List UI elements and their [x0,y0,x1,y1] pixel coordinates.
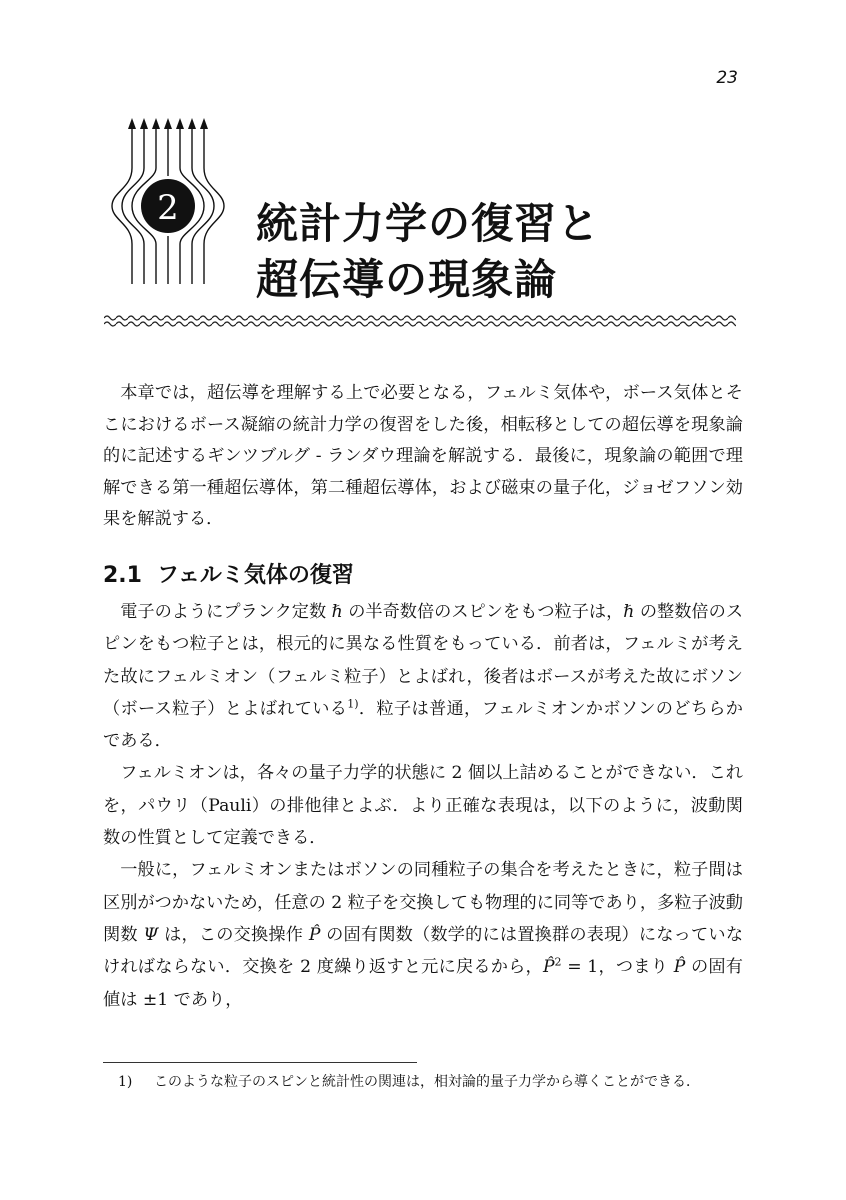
footnote-divider [103,1062,417,1063]
paragraph-3: 一般に，フェルミオンまたはボソンの同種粒子の集合を考えたときに，粒子間は区別がつかないため，任意の 2 粒子を交換しても物理的に同等であり，多粒子波動関数 Ψ は，この交換操作 P̂ の固有関数（数学的には置換群の表現）になっていなければならない．交換を 2 度繰り返すと元に戻るから，P̂$^2$ = 1，つまり P̂ の固有値は ±1 であり， [103,860,744,1010]
flux-lines-icon [108,112,232,288]
psi-symbol: Ψ [143,924,159,945]
footnote-mark: 1) [118,1074,133,1090]
chapter-title-line-1: 統計力学の復習と [256,199,601,248]
hbar-symbol: ℏ [331,602,343,622]
equation-p-squared: P̂$^2$ = 1 [542,955,599,978]
section-heading [103,558,354,589]
footnote-reference: 1) [347,697,359,711]
paragraph-1: 電子のようにプランク定数 ℏ の半奇数倍のスピンをもつ粒子は，ℏ の整数倍のスピンをもつ粒子とは，根元的に異なる性質をもっている．前者は，フェルミが考えた故にフェルミオン（フェルミ粒子）とよばれ，後者はボースが考えた故にボソン（ボース粒子）とよばれている$^{1)}$．粒子は普通，フェルミオンかボソンのどちらかである． [103,602,744,752]
exchange-operator: P̂ [308,924,321,945]
chapter-title-line-2: 超伝導の現象論 [256,255,558,304]
paragraph-2: フェルミオンは，各々の量子力学的状態に 2 個以上詰めることができない．これを，パウリ（Pauli）の排他律とよぶ．より正確な表現は，以下のように，波動関数の性質として定義できる． [103,763,743,849]
footnote-text: このような粒子のスピンと統計性の関連は，相対論的量子力学から導くことができる． [154,1074,700,1090]
decorative-wave-rule [104,312,736,330]
page-number: 23 [716,68,738,88]
chapter-number: 2 [157,188,179,228]
section-number: 2.1 [103,563,142,588]
footnote [118,1071,758,1091]
exchange-operator: P̂ [673,957,686,978]
chapter-title [256,196,600,308]
eigenvalue: ±1 [142,989,169,1010]
section-title: フェルミ気体の復習 [157,563,354,588]
hbar-symbol: ℏ [623,602,635,622]
section-body [103,596,743,1016]
intro-paragraph: 本章では，超伝導を理解する上で必要となる，フェルミ気体や，ボース気体とそこにおけるボース凝縮の統計力学の復習をした後，相転移としての超伝導を現象論的に記述するギンツブルグ - ランダウ理論を解説する．最後に，現象論の範囲で理解できる第一種超伝導体，第二種超伝導体，および磁束の量子化，ジョゼフソン効果を解説する． [103,383,743,529]
chapter-introduction [103,378,743,536]
